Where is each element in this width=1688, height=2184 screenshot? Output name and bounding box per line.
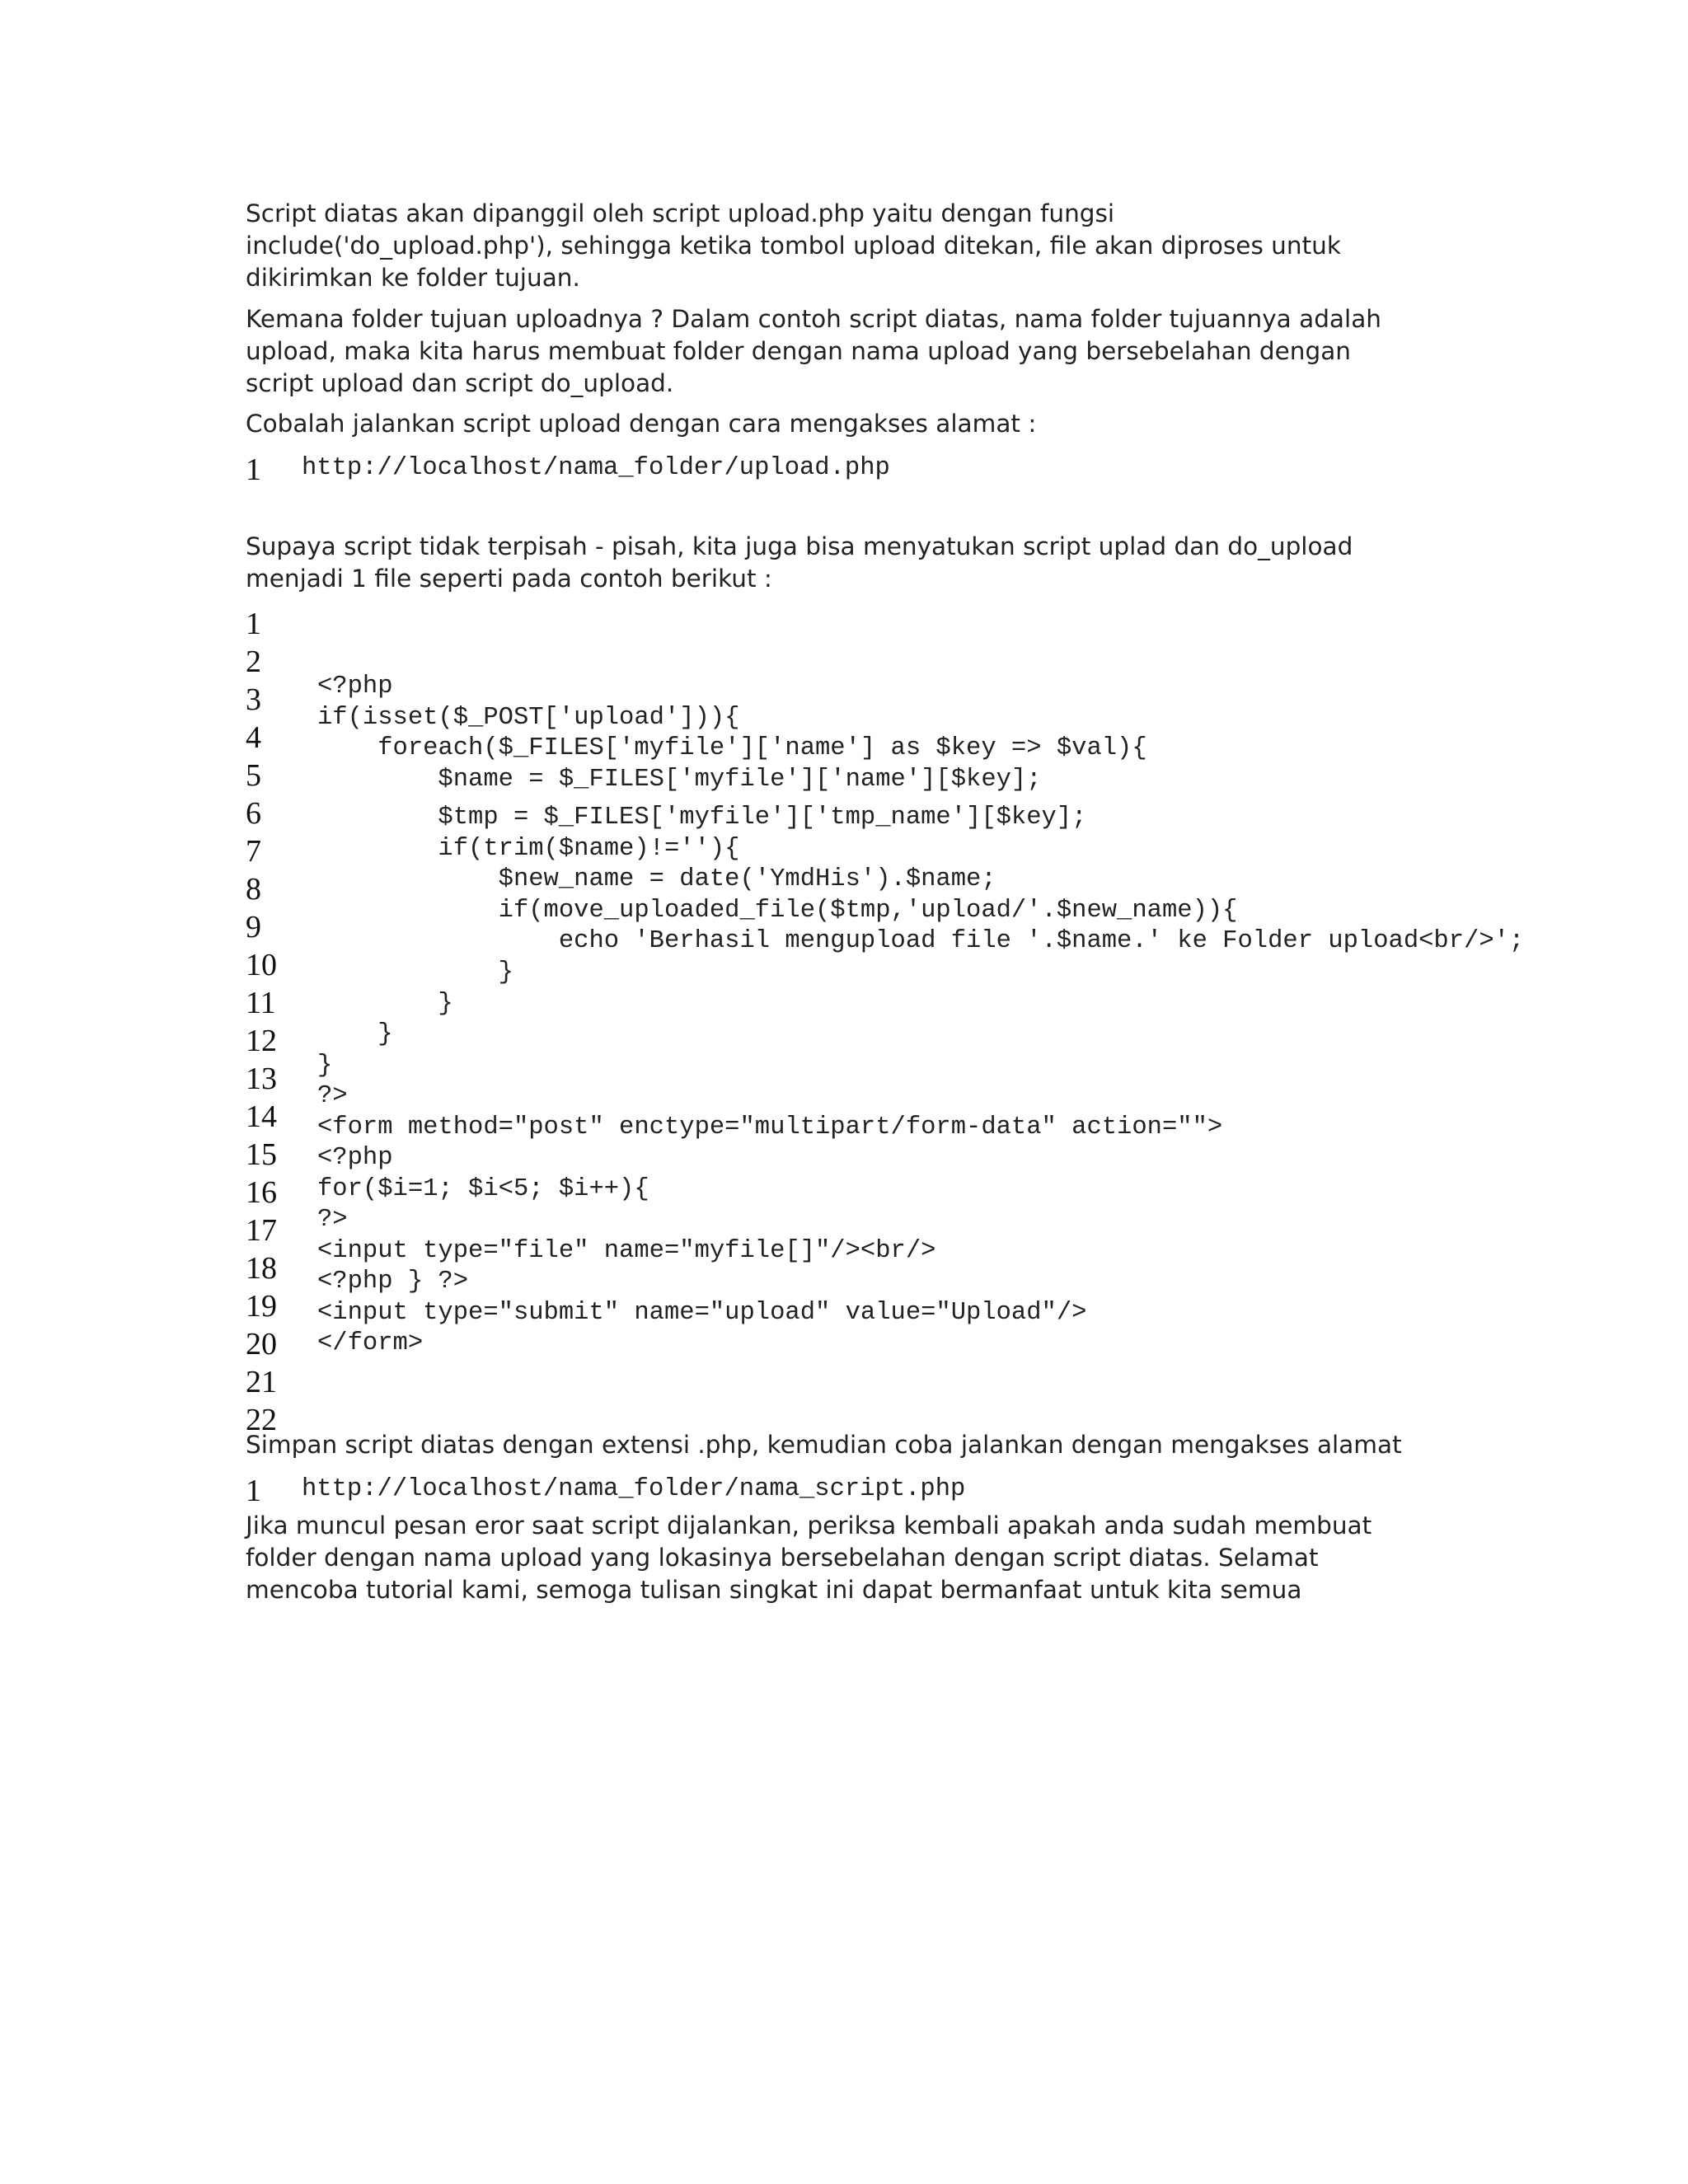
- text-line: Simpan script diatas dengan extensi .php, kemudian coba jalankan dengan mengakses alamat: [246, 1431, 1402, 1459]
- code-line: if(trim($name)!=''){: [317, 835, 740, 863]
- text-line: mencoba tutorial kami, semoga tulisan singkat ini dapat bermanfaat untuk kita semua: [246, 1576, 1302, 1604]
- text-line: upload, maka kita harus membuat folder dengan nama upload yang bersebelahan dengan: [246, 337, 1351, 365]
- paragraph-destination-folder: [246, 303, 1465, 400]
- text-line: folder dengan nama upload yang lokasinya bersebelahan dengan script diatas. Selamat: [246, 1544, 1319, 1572]
- line-number: 16: [246, 1175, 277, 1210]
- line-number: 1: [246, 607, 261, 641]
- text-line: Cobalah jalankan script upload dengan cara mengakses alamat :: [246, 410, 1037, 438]
- line-number: 17: [246, 1213, 277, 1248]
- code-line: if(isset($_POST['upload'])){: [317, 704, 740, 732]
- code-line: <?php } ?>: [317, 1268, 469, 1296]
- line-number: 2: [246, 644, 261, 679]
- text-line: Kemana folder tujuan uploadnya ? Dalam contoh script diatas, nama folder tujuannya adalah: [246, 305, 1381, 333]
- line-number: 11: [246, 986, 276, 1020]
- code-line: <input type="submit" name="upload" value="Upload"/>: [317, 1299, 1087, 1327]
- code-line: if(move_uploaded_file($tmp,'upload/'.$new_name)){: [317, 897, 1238, 925]
- code-line: echo 'Berhasil mengupload file '.$name.' ke Folder upload<br/>';: [317, 927, 1525, 955]
- code-line: $tmp = $_FILES['myfile']['tmp_name'][$key];: [317, 804, 1087, 832]
- code-line: <input type="file" name="myfile[]"/><br/>: [317, 1237, 936, 1265]
- text-line: dikirimkan ke folder tujuan.: [246, 264, 580, 292]
- code-line: </form>: [317, 1329, 424, 1357]
- line-number: 9: [246, 910, 261, 944]
- line-number: 10: [246, 948, 277, 982]
- code-line: ?>: [317, 1206, 348, 1234]
- code-line: <?php: [317, 673, 393, 701]
- line-number: 1: [246, 452, 261, 487]
- code-line: for($i=1; $i<5; $i++){: [317, 1175, 649, 1203]
- line-number: 6: [246, 796, 261, 831]
- code-line: foreach($_FILES['myfile']['name'] as $key => $val){: [317, 734, 1147, 762]
- code-line: }: [317, 990, 453, 1018]
- paragraph-run-script: [246, 408, 1465, 440]
- text-line: Script diatas akan dipanggil oleh script upload.php yaitu dengan fungsi: [246, 199, 1115, 227]
- line-number: 14: [246, 1099, 277, 1134]
- paragraph-combine-script: [246, 531, 1465, 595]
- line-number: 20: [246, 1327, 277, 1361]
- code-line: }: [317, 958, 513, 987]
- line-number: 7: [246, 834, 261, 869]
- line-number: 4: [246, 720, 261, 755]
- line-number: 13: [246, 1062, 277, 1096]
- line-number: 3: [246, 682, 261, 717]
- line-number: 5: [246, 758, 261, 793]
- code-line: ?>: [317, 1082, 348, 1110]
- line-number: 18: [246, 1251, 277, 1286]
- code-line: $new_name = date('YmdHis').$name;: [317, 865, 996, 893]
- line-number: 8: [246, 872, 261, 907]
- text-line: Supaya script tidak terpisah - pisah, kita juga bisa menyatukan script uplad dan do_upload: [246, 532, 1353, 560]
- line-number: 22: [246, 1403, 277, 1437]
- line-number: 15: [246, 1137, 277, 1172]
- code-line: http://localhost/nama_folder/nama_script.php: [302, 1475, 966, 1503]
- paragraph-upload-include: [246, 198, 1465, 294]
- paragraph-error-message: [246, 1510, 1465, 1606]
- text-line: Jika muncul pesan eror saat script dijalankan, periksa kembali apakah anda sudah membuat: [246, 1511, 1372, 1540]
- text-line: script upload dan script do_upload.: [246, 369, 674, 397]
- paragraph-save-script: [246, 1429, 1465, 1461]
- line-number: 1: [246, 1474, 261, 1508]
- code-line: }: [317, 1052, 333, 1080]
- line-number: 12: [246, 1024, 277, 1058]
- line-number: 21: [246, 1365, 277, 1399]
- text-line: menjadi 1 file seperti pada contoh berikut :: [246, 565, 772, 593]
- code-line: <form method="post" enctype="multipart/form-data" action="">: [317, 1113, 1223, 1141]
- code-line: http://localhost/nama_folder/upload.php: [302, 454, 890, 482]
- code-line: $name = $_FILES['myfile']['name'][$key];: [317, 766, 1042, 794]
- code-line: <?php: [317, 1144, 393, 1172]
- code-line: }: [317, 1020, 393, 1048]
- line-number: 19: [246, 1289, 277, 1324]
- text-line: include('do_upload.php'), sehingga ketika tombol upload ditekan, file akan diproses untuk: [246, 232, 1341, 260]
